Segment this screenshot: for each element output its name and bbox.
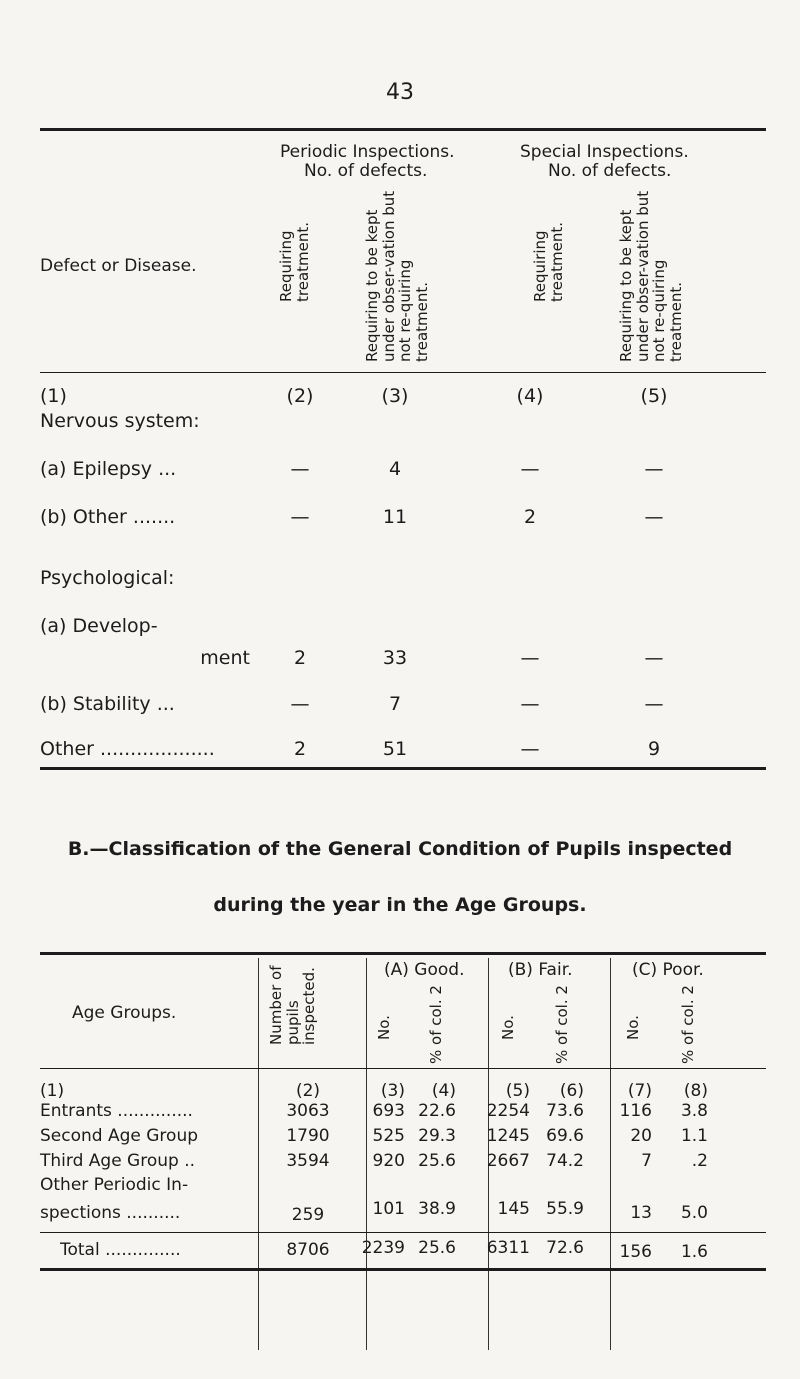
row-stability-label: (b) Stability ... bbox=[40, 693, 175, 715]
c-no-header: No. bbox=[624, 1015, 642, 1040]
total-b-no: 6311 bbox=[486, 1238, 530, 1258]
periodic-requiring-header: Requiring treatment. bbox=[277, 221, 312, 302]
section-b-title-line1: B.—Classification of the General Condition of Pupils inspected bbox=[67, 838, 733, 860]
t2-colnum-3: (3) bbox=[380, 1081, 405, 1101]
row-other-nervous-c4: 2 bbox=[523, 506, 537, 528]
other-periodic-label2: spections .......... bbox=[40, 1203, 181, 1223]
second-age-number: 1790 bbox=[286, 1126, 330, 1146]
t2-colnum-2: (2) bbox=[295, 1081, 321, 1101]
special-header: Special Inspections. bbox=[520, 142, 689, 162]
other-periodic-label: Other Periodic In- bbox=[40, 1175, 189, 1195]
table2-divider-1 bbox=[258, 958, 259, 1350]
other-periodic-b-no: 145 bbox=[497, 1199, 530, 1219]
age-groups-header: Age Groups. bbox=[72, 1003, 177, 1023]
third-age-c-no: 7 bbox=[641, 1151, 652, 1171]
entrants-a-no: 693 bbox=[372, 1101, 405, 1121]
second-age-b-no: 1245 bbox=[486, 1126, 530, 1146]
t2-colnum-6: (6) bbox=[559, 1081, 584, 1101]
other-periodic-a-pct: 38.9 bbox=[418, 1199, 456, 1219]
total-a-pct: 25.6 bbox=[418, 1238, 456, 1258]
t2-colnum-5: (5) bbox=[505, 1081, 530, 1101]
section-heading-nervous: Nervous system: bbox=[40, 410, 200, 432]
third-age-a-no: 920 bbox=[372, 1151, 405, 1171]
row-development-label2: ment bbox=[200, 647, 250, 669]
entrants-c-no: 116 bbox=[619, 1101, 652, 1121]
colnum-2: (2) bbox=[286, 385, 314, 407]
t2-colnum-7: (7) bbox=[627, 1081, 652, 1101]
colnum-5: (5) bbox=[640, 385, 668, 407]
second-age-c-pct: 1.1 bbox=[680, 1126, 708, 1146]
special-subheader: No. of defects. bbox=[548, 161, 672, 181]
second-age-label: Second Age Group bbox=[40, 1126, 199, 1146]
t2-colnum-8: (8) bbox=[683, 1081, 708, 1101]
row-epilepsy-c5: — bbox=[644, 458, 664, 480]
third-age-b-pct: 74.2 bbox=[546, 1151, 584, 1171]
third-age-number: 3594 bbox=[286, 1151, 330, 1171]
row-other-c5: 9 bbox=[647, 738, 661, 760]
table1-top-rule bbox=[40, 128, 766, 131]
other-periodic-a-no: 101 bbox=[372, 1199, 405, 1219]
row-other-c4: — bbox=[520, 738, 540, 760]
special-requiring-header: Requiring treatment. bbox=[531, 221, 566, 302]
t2-colnum-4: (4) bbox=[431, 1081, 456, 1101]
table2-top-rule bbox=[40, 952, 766, 955]
total-label: Total .............. bbox=[60, 1240, 181, 1260]
total-b-pct: 72.6 bbox=[546, 1238, 584, 1258]
total-a-no: 2239 bbox=[361, 1238, 405, 1258]
row-other-nervous-c3: 11 bbox=[382, 506, 408, 528]
table1-header-rule bbox=[40, 372, 766, 373]
entrants-b-no: 2254 bbox=[486, 1101, 530, 1121]
group-b-header: (B) Fair. bbox=[508, 960, 573, 980]
row-other-c3: 51 bbox=[382, 738, 408, 760]
row-development-c2: 2 bbox=[293, 647, 307, 669]
row-epilepsy-c4: — bbox=[520, 458, 540, 480]
defect-column-header: Defect or Disease. bbox=[40, 256, 197, 276]
table1-bottom-rule bbox=[40, 767, 766, 770]
row-epilepsy-c2: — bbox=[290, 458, 310, 480]
row-other-label: Other ................... bbox=[40, 738, 215, 760]
row-other-nervous-label: (b) Other ....... bbox=[40, 506, 176, 528]
a-no-header: No. bbox=[375, 1015, 393, 1040]
table2-header-rule bbox=[40, 1068, 766, 1069]
entrants-b-pct: 73.6 bbox=[546, 1101, 584, 1121]
entrants-label: Entrants .............. bbox=[40, 1101, 193, 1121]
b-pct-header: % of col. 2 bbox=[553, 985, 571, 1064]
table2-total-rule bbox=[40, 1232, 766, 1233]
c-pct-header: % of col. 2 bbox=[679, 985, 697, 1064]
second-age-a-no: 525 bbox=[372, 1126, 405, 1146]
row-stability-c3: 7 bbox=[388, 693, 402, 715]
colnum-4: (4) bbox=[516, 385, 544, 407]
third-age-c-pct: .2 bbox=[691, 1151, 708, 1171]
a-pct-header: % of col. 2 bbox=[427, 985, 445, 1064]
row-development-c3: 33 bbox=[382, 647, 408, 669]
entrants-c-pct: 3.8 bbox=[680, 1101, 708, 1121]
periodic-subheader: No. of defects. bbox=[304, 161, 428, 181]
row-stability-c2: — bbox=[290, 693, 310, 715]
row-epilepsy-c3: 4 bbox=[388, 458, 402, 480]
second-age-c-no: 20 bbox=[630, 1126, 652, 1146]
other-periodic-c-pct: 5.0 bbox=[680, 1203, 708, 1223]
b-no-header: No. bbox=[499, 1015, 517, 1040]
third-age-a-pct: 25.6 bbox=[418, 1151, 456, 1171]
other-periodic-number: 259 bbox=[291, 1205, 325, 1225]
row-other-nervous-c5: — bbox=[644, 506, 664, 528]
row-development-c4: — bbox=[520, 647, 540, 669]
total-number: 8706 bbox=[286, 1240, 330, 1260]
colnum-3: (3) bbox=[381, 385, 409, 407]
group-c-header: (C) Poor. bbox=[632, 960, 704, 980]
section-b-title-line2: during the year in the Age Groups. bbox=[213, 894, 587, 916]
group-a-header: (A) Good. bbox=[384, 960, 465, 980]
entrants-a-pct: 22.6 bbox=[418, 1101, 456, 1121]
row-other-c2: 2 bbox=[293, 738, 307, 760]
other-periodic-c-no: 13 bbox=[630, 1203, 652, 1223]
total-c-no: 156 bbox=[619, 1242, 652, 1262]
third-age-label: Third Age Group .. bbox=[40, 1151, 196, 1171]
row-epilepsy-label: (a) Epilepsy ... bbox=[40, 458, 177, 480]
total-c-pct: 1.6 bbox=[680, 1242, 708, 1262]
other-periodic-b-pct: 55.9 bbox=[546, 1199, 584, 1219]
special-observation-header: Requiring to be kept under obser-vation but not re-quiring treatment. bbox=[617, 190, 685, 362]
row-development-label: (a) Develop- bbox=[40, 615, 158, 637]
t2-colnum-1: (1) bbox=[40, 1081, 65, 1101]
row-stability-c5: — bbox=[644, 693, 664, 715]
colnum-1: (1) bbox=[40, 385, 67, 407]
row-development-c5: — bbox=[644, 647, 664, 669]
row-stability-c4: — bbox=[520, 693, 540, 715]
second-age-a-pct: 29.3 bbox=[418, 1126, 456, 1146]
third-age-b-no: 2667 bbox=[486, 1151, 530, 1171]
entrants-number: 3063 bbox=[286, 1101, 330, 1121]
table2-bottom-rule bbox=[40, 1268, 766, 1271]
page-number: 43 bbox=[386, 80, 414, 105]
row-other-nervous-c2: — bbox=[290, 506, 310, 528]
periodic-header: Periodic Inspections. bbox=[280, 142, 455, 162]
second-age-b-pct: 69.6 bbox=[546, 1126, 584, 1146]
section-heading-psychological: Psychological: bbox=[40, 567, 175, 589]
number-inspected-header: Number of pupils inspected. bbox=[267, 965, 318, 1045]
periodic-observation-header: Requiring to be kept under obser-vation but not re-quiring treatment. bbox=[363, 190, 431, 362]
